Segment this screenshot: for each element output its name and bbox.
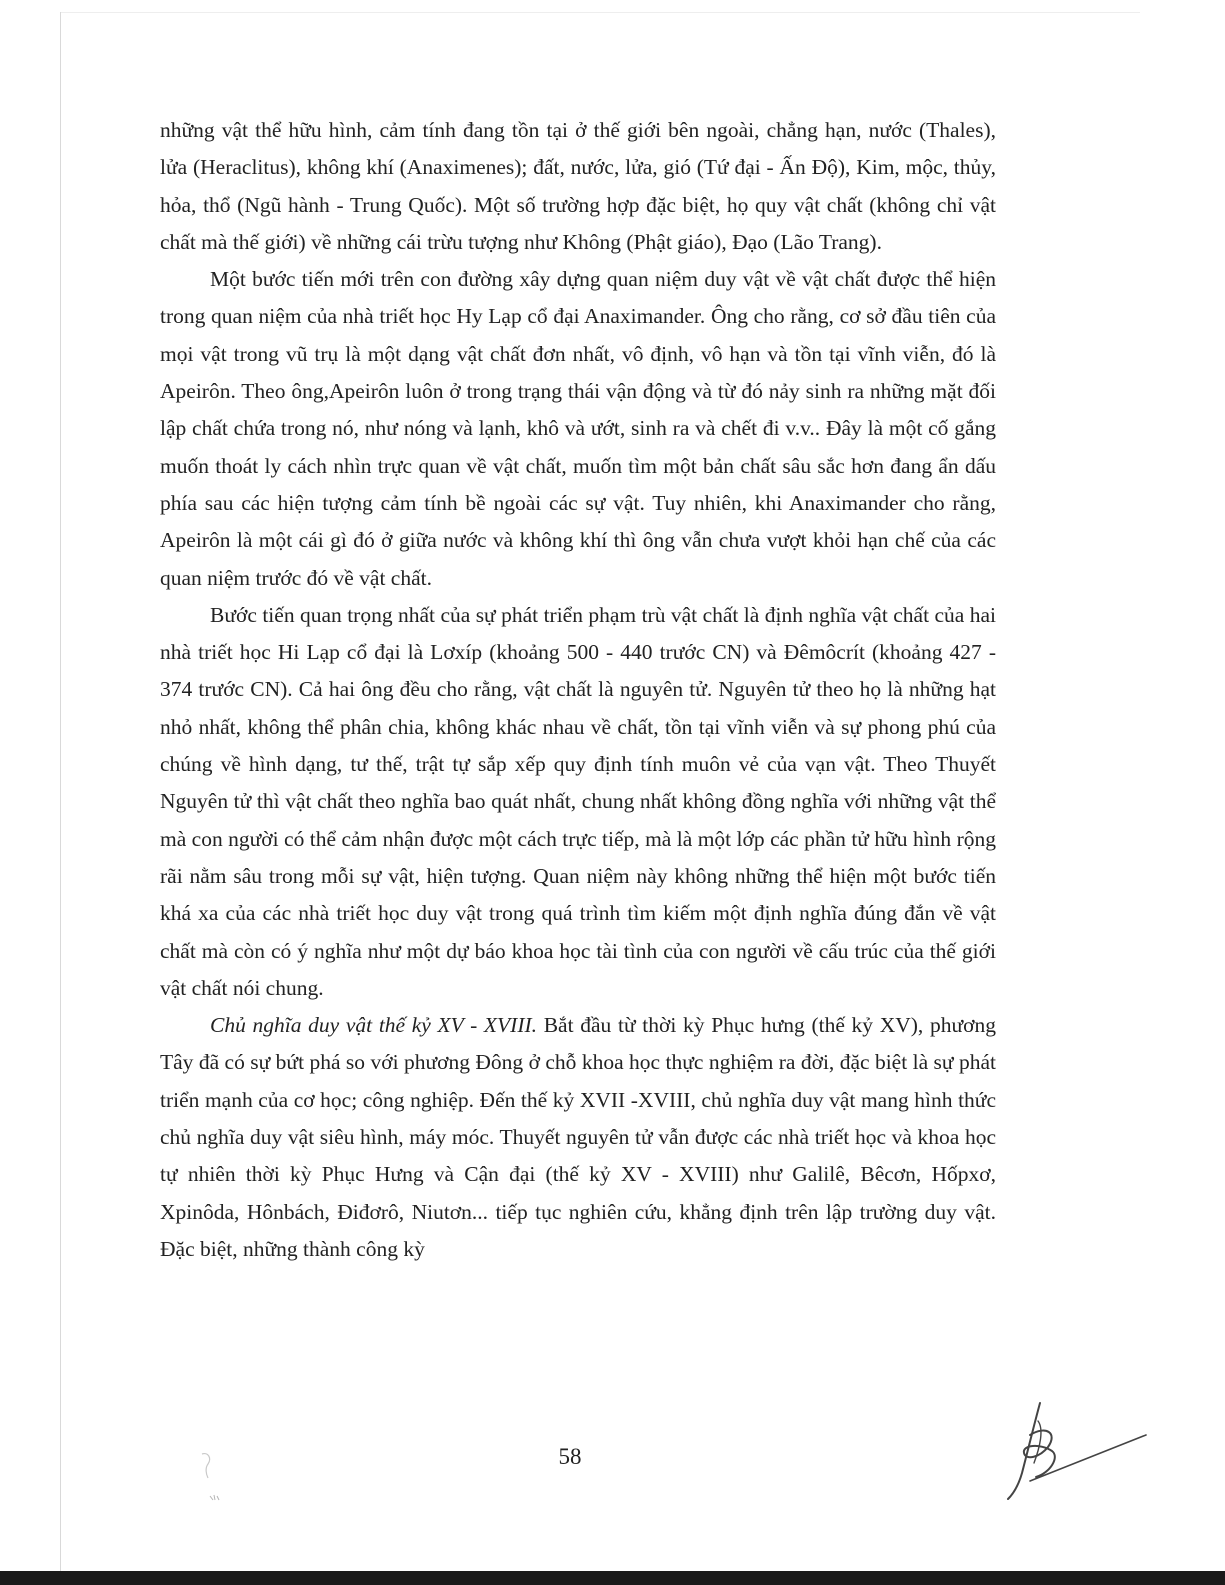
paragraph-4	[160, 1007, 996, 1268]
paragraph-1: những vật thể hữu hình, cảm tính đang tồn tại ở thế giới bên ngoài, chẳng hạn, nước (Thales), lửa (Heraclitus), không khí (Anaximenes); đất, nước, lửa, gió (Tứ đại - Ấn Độ), Kim, mộc, thủy, hỏa, thổ (Ngũ hành - Trung Quốc). Một số trường hợp đặc biệt, họ quy vật chất (không chỉ vật chất mà thế giới) về những cái trừu tượng như Không (Phật giáo), Đạo (Lão Trang).	[160, 118, 996, 254]
section-heading: Chủ nghĩa duy vật thế kỷ XV - XVIII.	[210, 1013, 538, 1038]
scan-left-edge	[60, 12, 61, 1572]
scan-top-edge	[60, 12, 1140, 13]
page-body	[160, 112, 996, 1268]
signature-icon	[1000, 1395, 1150, 1505]
paragraph-3: Bước tiến quan trọng nhất của sự phát triển phạm trù vật chất là định nghĩa vật chất của hai nhà triết học Hi Lạp cổ đại là Lơxíp (khoảng 500 - 440 trước CN) và Đêmôcrít (khoảng 427 - 374 trước CN). Cả hai ông đều cho rằng, vật chất là nguyên tử. Nguyên tử theo họ là những hạt nhỏ nhất, không thể phân chia, không khác nhau về chất, tồn tại vĩnh viễn và sự phong phú của chúng về hình dạng, tư thế, trật tự sắp xếp quy định tính muôn vẻ của vạn vật. Theo Thuyết Nguyên tử thì vật chất theo nghĩa bao quát nhất, chung nhất không đồng nghĩa với những vật thể mà con người có thể cảm nhận được một cách trực tiếp, mà là một lớp các phần tử hữu hình rộng rãi nằm sâu trong mỗi sự vật, hiện tượng. Quan niệm này không những thể hiện một bước tiến khá xa của các nhà triết học duy vật trong quá trình tìm kiếm một định nghĩa đúng đắn về vật chất mà còn có ý nghĩa như một dự báo khoa học tài tình của con người về cấu trúc của thế giới vật chất nói chung.	[160, 602, 996, 1000]
page-number: 58	[558, 1444, 582, 1469]
paragraph-2: Một bước tiến mới trên con đường xây dựng quan niệm duy vật về vật chất được thể hiện trong quan niệm của nhà triết học Hy Lạp cổ đại Anaximander. Ông cho rằng, cơ sở đầu tiên của mọi vật trong vũ trụ là một dạng vật chất đơn nhất, vô định, vô hạn và tồn tại vĩnh viễn, đó là Apeirôn. Theo ông,Apeirôn luôn ở trong trạng thái vận động và từ đó nảy sinh ra những mặt đối lập chất chứa trong nó, như nóng và lạnh, khô và ướt, sinh ra và chết đi v.v.. Đây là một cố gắng muốn thoát ly cách nhìn trực quan về vật chất, muốn tìm một bản chất sâu sắc hơn đang ẩn dấu phía sau các hiện tượng cảm tính bề ngoài các sự vật. Tuy nhiên, khi Anaximander cho rằng, Apeirôn là một cái gì đó ở giữa nước và không khí thì ông vẫn chưa vượt khỏi hạn chế của các quan niệm trước đó về vật chất.	[160, 267, 996, 590]
scan-smudge	[196, 1450, 226, 1510]
scan-bottom-bar	[0, 1571, 1225, 1585]
paragraph-4-text: Bắt đầu từ thời kỳ Phục hưng (thế kỷ XV), phương Tây đã có sự bứt phá so với phương Đông ở chỗ khoa học thực nghiệm ra đời, đặc biệt là sự phát triển mạnh của cơ học; công nghiệp. Đến thế kỷ XVII -XVIII, chủ nghĩa duy vật mang hình thức chủ nghĩa duy vật siêu hình, máy móc. Thuyết nguyên tử vẫn được các nhà triết học và khoa học tự nhiên thời kỳ Phục Hưng và Cận đại (thế kỷ XV - XVIII) như Galilê, Bêcơn, Hốpxơ, Xpinôda, Hônbách, Điđơrô, Niutơn... tiếp tục nghiên cứu, khẳng định trên lập trường duy vật. Đặc biệt, những thành công kỳ	[160, 1013, 997, 1261]
